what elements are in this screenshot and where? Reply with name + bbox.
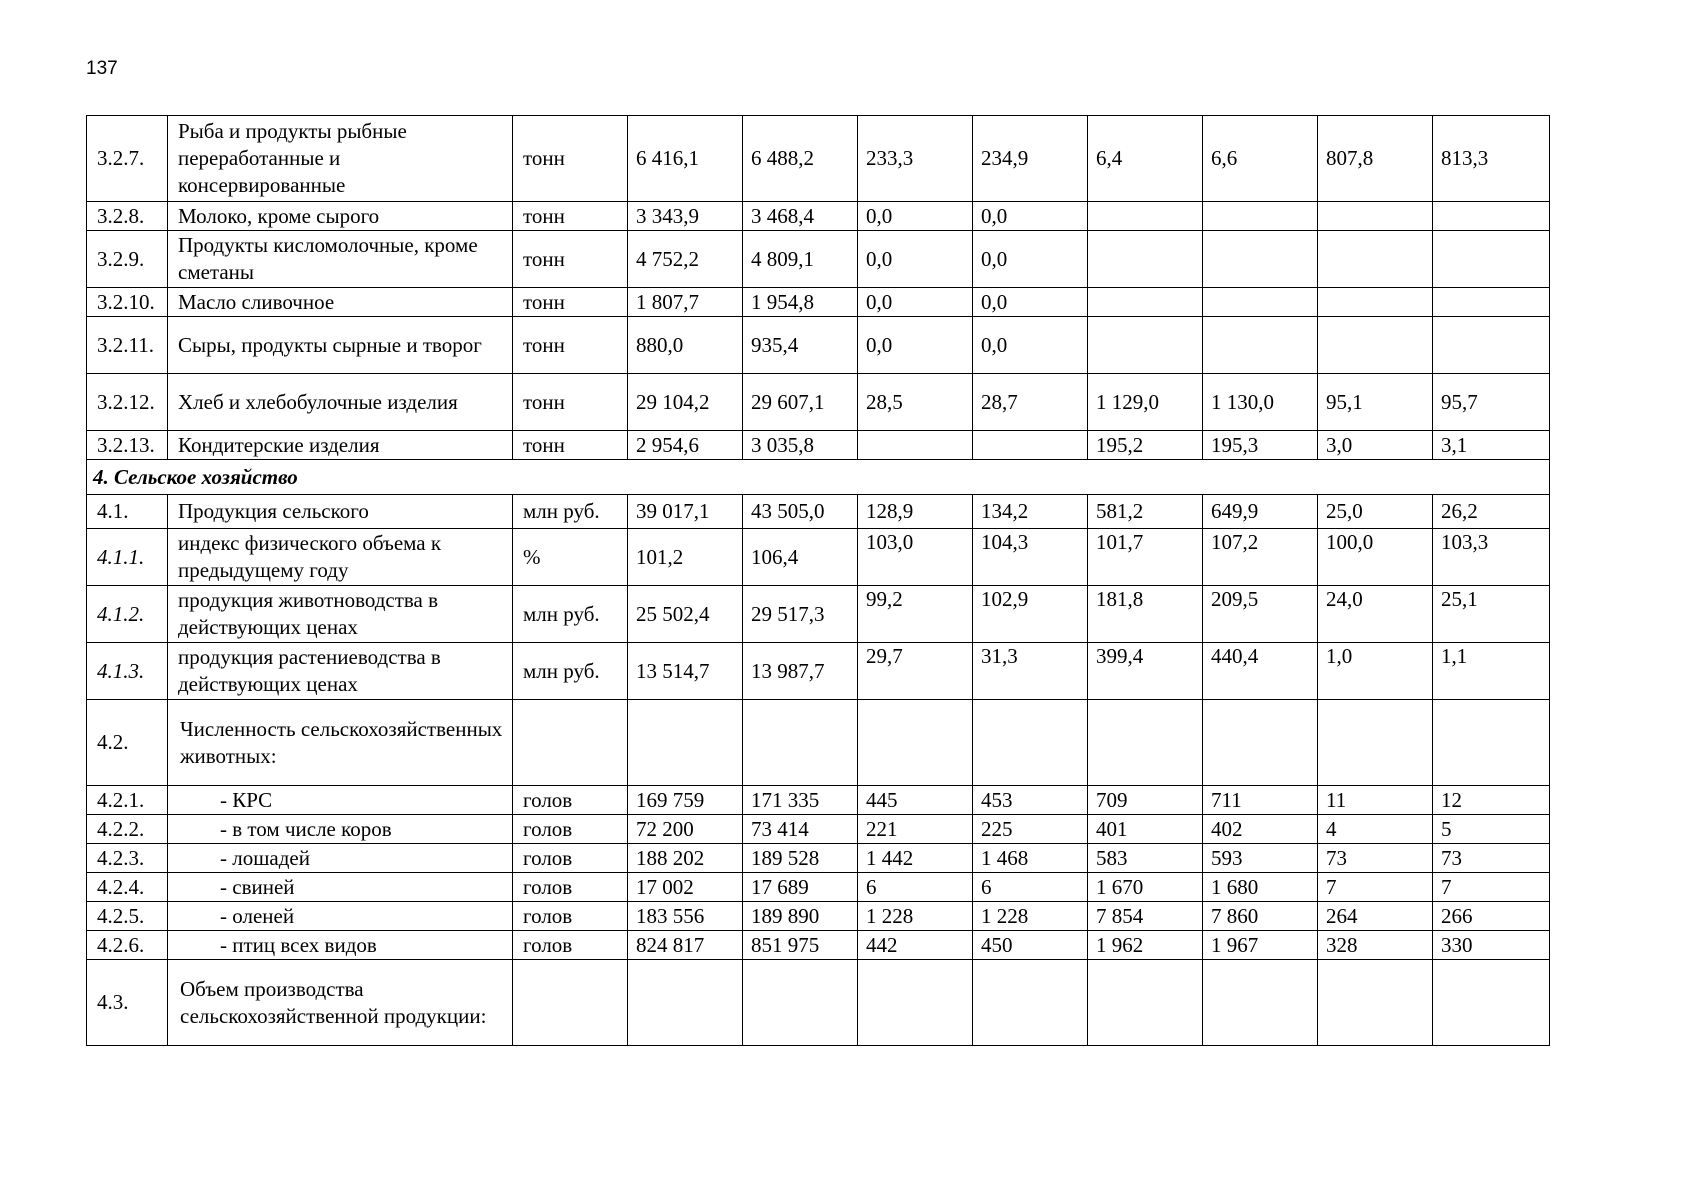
value-cell: 3 468,4 — [743, 202, 858, 231]
value-cell: 189 528 — [743, 844, 858, 873]
value-cell: 0,0 — [858, 231, 973, 288]
value-cell: 29 607,1 — [743, 374, 858, 431]
value-cell: 25,0 — [1318, 495, 1433, 529]
value-cell — [1433, 231, 1550, 288]
value-cell: 12 — [1433, 786, 1550, 815]
value-cell: 100,0 — [1318, 529, 1433, 586]
row-unit: тонн — [513, 317, 628, 374]
value-cell: 0,0 — [858, 317, 973, 374]
row-unit: голов — [513, 844, 628, 873]
value-cell: 1 670 — [1088, 873, 1203, 902]
value-cell — [1318, 202, 1433, 231]
value-cell: 73 — [1433, 844, 1550, 873]
section-title: 4. Сельское хозяйство — [87, 460, 1550, 495]
row-code: 4.2.4. — [87, 873, 168, 902]
table-row — [87, 288, 1550, 317]
row-unit: тонн — [513, 231, 628, 288]
value-cell: 128,9 — [858, 495, 973, 529]
value-cell: 234,9 — [973, 116, 1088, 202]
value-cell: 266 — [1433, 902, 1550, 931]
row-code: 4.1.1. — [87, 529, 168, 586]
value-cell: 4 809,1 — [743, 231, 858, 288]
value-cell: 4 752,2 — [628, 231, 743, 288]
value-cell — [1433, 960, 1550, 1046]
value-cell: 1 962 — [1088, 931, 1203, 960]
value-cell: 0,0 — [858, 288, 973, 317]
value-cell: 29,7 — [858, 643, 973, 700]
value-cell: 134,2 — [973, 495, 1088, 529]
value-cell: 171 335 — [743, 786, 858, 815]
value-cell: 181,8 — [1088, 586, 1203, 643]
value-cell — [1433, 700, 1550, 786]
value-cell: 1 129,0 — [1088, 374, 1203, 431]
value-cell: 649,9 — [1203, 495, 1318, 529]
row-code: 3.2.7. — [87, 116, 168, 202]
table-row — [87, 431, 1550, 460]
row-name: Объем производства сельскохозяйственной продукции: — [168, 960, 513, 1046]
value-cell: 6 416,1 — [628, 116, 743, 202]
value-cell: 1 807,7 — [628, 288, 743, 317]
value-cell: 106,4 — [743, 529, 858, 586]
value-cell: 25,1 — [1433, 586, 1550, 643]
table-row — [87, 931, 1550, 960]
value-cell — [973, 960, 1088, 1046]
row-code: 4.2.1. — [87, 786, 168, 815]
value-cell: 1 680 — [1203, 873, 1318, 902]
row-code: 4.3. — [87, 960, 168, 1046]
row-unit: тонн — [513, 288, 628, 317]
table-row — [87, 643, 1550, 700]
value-cell: 233,3 — [858, 116, 973, 202]
value-cell: 183 556 — [628, 902, 743, 931]
value-cell — [743, 960, 858, 1046]
value-cell: 95,1 — [1318, 374, 1433, 431]
row-name: продукция растениеводства в действующих ценах — [168, 643, 513, 700]
value-cell — [1088, 317, 1203, 374]
value-cell: 851 975 — [743, 931, 858, 960]
value-cell: 102,9 — [973, 586, 1088, 643]
page-number: 137 — [86, 58, 118, 79]
value-cell: 583 — [1088, 844, 1203, 873]
value-cell — [1203, 202, 1318, 231]
value-cell: 1 228 — [858, 902, 973, 931]
value-cell: 0,0 — [858, 202, 973, 231]
value-cell: 13 987,7 — [743, 643, 858, 700]
value-cell: 328 — [1318, 931, 1433, 960]
value-cell: 225 — [973, 815, 1088, 844]
value-cell: 17 689 — [743, 873, 858, 902]
value-cell: 3 035,8 — [743, 431, 858, 460]
value-cell — [1088, 960, 1203, 1046]
table-row — [87, 873, 1550, 902]
row-name: Сыры, продукты сырные и творог — [168, 317, 513, 374]
value-cell: 7 — [1433, 873, 1550, 902]
value-cell: 28,7 — [973, 374, 1088, 431]
row-name: - в том числе коров — [168, 815, 513, 844]
value-cell: 442 — [858, 931, 973, 960]
table-row — [87, 116, 1550, 202]
row-unit: тонн — [513, 431, 628, 460]
table-row — [87, 786, 1550, 815]
row-unit: голов — [513, 873, 628, 902]
value-cell: 7 854 — [1088, 902, 1203, 931]
row-code: 4.1.3. — [87, 643, 168, 700]
value-cell: 39 017,1 — [628, 495, 743, 529]
value-cell: 13 514,7 — [628, 643, 743, 700]
table-row — [87, 202, 1550, 231]
table-row — [87, 844, 1550, 873]
value-cell — [1088, 700, 1203, 786]
value-cell: 6,4 — [1088, 116, 1203, 202]
row-unit: голов — [513, 902, 628, 931]
value-cell — [1433, 202, 1550, 231]
row-unit: голов — [513, 815, 628, 844]
value-cell: 1 228 — [973, 902, 1088, 931]
row-name: Молоко, кроме сырого — [168, 202, 513, 231]
value-cell — [1433, 288, 1550, 317]
value-cell — [1318, 700, 1433, 786]
value-cell: 189 890 — [743, 902, 858, 931]
row-code: 3.2.11. — [87, 317, 168, 374]
value-cell — [1318, 317, 1433, 374]
table-row — [87, 586, 1550, 643]
value-cell: 209,5 — [1203, 586, 1318, 643]
value-cell: 17 002 — [628, 873, 743, 902]
value-cell: 1 130,0 — [1203, 374, 1318, 431]
row-unit — [513, 700, 628, 786]
value-cell: 4 — [1318, 815, 1433, 844]
value-cell — [628, 700, 743, 786]
value-cell: 581,2 — [1088, 495, 1203, 529]
row-unit: тонн — [513, 202, 628, 231]
value-cell: 95,7 — [1433, 374, 1550, 431]
value-cell: 0,0 — [973, 231, 1088, 288]
table-row — [87, 231, 1550, 288]
row-code: 4.2.5. — [87, 902, 168, 931]
value-cell: 0,0 — [973, 317, 1088, 374]
row-unit: млн руб. — [513, 586, 628, 643]
value-cell: 28,5 — [858, 374, 973, 431]
table-row — [87, 960, 1550, 1046]
value-cell: 399,4 — [1088, 643, 1203, 700]
table-row — [87, 495, 1550, 529]
value-cell — [1088, 231, 1203, 288]
row-unit: тонн — [513, 374, 628, 431]
value-cell: 43 505,0 — [743, 495, 858, 529]
value-cell — [628, 960, 743, 1046]
row-name: Хлеб и хлебобулочные изделия — [168, 374, 513, 431]
value-cell: 1 954,8 — [743, 288, 858, 317]
value-cell — [1433, 317, 1550, 374]
value-cell: 6 488,2 — [743, 116, 858, 202]
value-cell: 0,0 — [973, 202, 1088, 231]
table-row — [87, 317, 1550, 374]
row-name: продукция животноводства в действующих ценах — [168, 586, 513, 643]
value-cell: 1 967 — [1203, 931, 1318, 960]
value-cell: 5 — [1433, 815, 1550, 844]
value-cell — [1203, 700, 1318, 786]
value-cell: 264 — [1318, 902, 1433, 931]
value-cell: 0,0 — [973, 288, 1088, 317]
value-cell — [1318, 288, 1433, 317]
value-cell: 7 — [1318, 873, 1433, 902]
row-name: Численность сельскохозяйственных животных: — [168, 700, 513, 786]
value-cell: 935,4 — [743, 317, 858, 374]
value-cell: 195,2 — [1088, 431, 1203, 460]
value-cell — [1203, 231, 1318, 288]
row-code: 4.2. — [87, 700, 168, 786]
row-name: Кондитерские изделия — [168, 431, 513, 460]
value-cell: 593 — [1203, 844, 1318, 873]
value-cell: 6,6 — [1203, 116, 1318, 202]
row-code: 3.2.12. — [87, 374, 168, 431]
value-cell: 1 468 — [973, 844, 1088, 873]
value-cell: 3 343,9 — [628, 202, 743, 231]
value-cell — [858, 960, 973, 1046]
value-cell — [743, 700, 858, 786]
value-cell: 1 442 — [858, 844, 973, 873]
row-unit: голов — [513, 931, 628, 960]
table-row — [87, 529, 1550, 586]
value-cell: 29 104,2 — [628, 374, 743, 431]
row-code: 3.2.9. — [87, 231, 168, 288]
value-cell: 104,3 — [973, 529, 1088, 586]
value-cell: 330 — [1433, 931, 1550, 960]
row-unit: тонн — [513, 116, 628, 202]
value-cell — [973, 700, 1088, 786]
value-cell: 195,3 — [1203, 431, 1318, 460]
row-name: - лошадей — [168, 844, 513, 873]
value-cell: 101,2 — [628, 529, 743, 586]
value-cell: 813,3 — [1433, 116, 1550, 202]
value-cell: 101,7 — [1088, 529, 1203, 586]
table-row — [87, 374, 1550, 431]
value-cell: 188 202 — [628, 844, 743, 873]
row-code: 4.2.2. — [87, 815, 168, 844]
value-cell — [1203, 960, 1318, 1046]
table-row — [87, 700, 1550, 786]
row-code: 4.2.6. — [87, 931, 168, 960]
value-cell: 169 759 — [628, 786, 743, 815]
value-cell: 709 — [1088, 786, 1203, 815]
section-row — [87, 460, 1550, 495]
value-cell: 221 — [858, 815, 973, 844]
row-code: 4.1. — [87, 495, 168, 529]
value-cell: 24,0 — [1318, 586, 1433, 643]
row-code: 4.1.2. — [87, 586, 168, 643]
row-name: Продукты кисломолочные, кроме сметаны — [168, 231, 513, 288]
value-cell: 72 200 — [628, 815, 743, 844]
value-cell: 31,3 — [973, 643, 1088, 700]
value-cell: 29 517,3 — [743, 586, 858, 643]
row-name: Рыба и продукты рыбные переработанные и консервированные — [168, 116, 513, 202]
value-cell: 1,0 — [1318, 643, 1433, 700]
value-cell: 3,0 — [1318, 431, 1433, 460]
row-name: - птиц всех видов — [168, 931, 513, 960]
value-cell — [1088, 202, 1203, 231]
value-cell: 880,0 — [628, 317, 743, 374]
value-cell: 401 — [1088, 815, 1203, 844]
value-cell: 1,1 — [1433, 643, 1550, 700]
value-cell: 807,8 — [1318, 116, 1433, 202]
value-cell: 6 — [973, 873, 1088, 902]
value-cell — [1203, 288, 1318, 317]
value-cell: 402 — [1203, 815, 1318, 844]
value-cell: 107,2 — [1203, 529, 1318, 586]
value-cell: 73 414 — [743, 815, 858, 844]
row-unit: млн руб. — [513, 643, 628, 700]
value-cell: 711 — [1203, 786, 1318, 815]
row-name: Масло сливочное — [168, 288, 513, 317]
row-name: индекс физического объема к предыдущему году — [168, 529, 513, 586]
row-unit: голов — [513, 786, 628, 815]
value-cell: 6 — [858, 873, 973, 902]
value-cell — [858, 431, 973, 460]
value-cell — [1088, 288, 1203, 317]
value-cell: 25 502,4 — [628, 586, 743, 643]
row-unit: % — [513, 529, 628, 586]
value-cell: 73 — [1318, 844, 1433, 873]
table-row — [87, 902, 1550, 931]
value-cell: 7 860 — [1203, 902, 1318, 931]
value-cell: 453 — [973, 786, 1088, 815]
row-code: 3.2.10. — [87, 288, 168, 317]
value-cell: 3,1 — [1433, 431, 1550, 460]
value-cell: 11 — [1318, 786, 1433, 815]
value-cell — [1203, 317, 1318, 374]
value-cell: 824 817 — [628, 931, 743, 960]
row-unit — [513, 960, 628, 1046]
row-code: 3.2.13. — [87, 431, 168, 460]
value-cell: 450 — [973, 931, 1088, 960]
value-cell — [973, 431, 1088, 460]
value-cell: 440,4 — [1203, 643, 1318, 700]
value-cell: 99,2 — [858, 586, 973, 643]
row-code: 4.2.3. — [87, 844, 168, 873]
value-cell — [858, 700, 973, 786]
statistics-table — [86, 115, 1550, 1046]
row-name: - оленей — [168, 902, 513, 931]
value-cell: 103,3 — [1433, 529, 1550, 586]
table-body — [87, 116, 1550, 1046]
table-row — [87, 815, 1550, 844]
row-name: - КРС — [168, 786, 513, 815]
value-cell: 26,2 — [1433, 495, 1550, 529]
row-name: Продукция сельского — [168, 495, 513, 529]
value-cell: 103,0 — [858, 529, 973, 586]
value-cell — [1318, 960, 1433, 1046]
row-code: 3.2.8. — [87, 202, 168, 231]
row-unit: млн руб. — [513, 495, 628, 529]
value-cell: 2 954,6 — [628, 431, 743, 460]
value-cell: 445 — [858, 786, 973, 815]
value-cell — [1318, 231, 1433, 288]
row-name: - свиней — [168, 873, 513, 902]
